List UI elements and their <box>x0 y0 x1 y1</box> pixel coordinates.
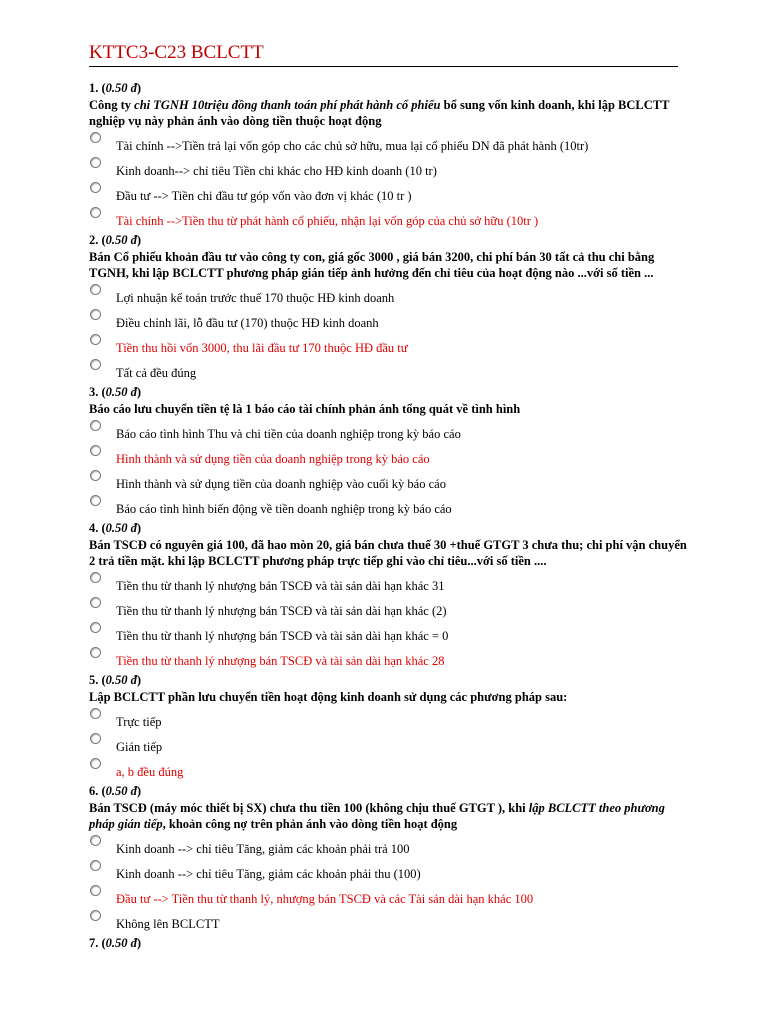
answer-option-label: Hình thành và sử dụng tiền của doanh nghiệp vào cuối kỳ báo cáo <box>116 477 446 491</box>
question-header: 1. (0.50 đ) <box>89 81 142 95</box>
answer-option[interactable] <box>89 309 689 334</box>
question-header: 2. (0.50 đ) <box>89 233 142 247</box>
question-text-segment: Bán TSCĐ có nguyên giá 100, đã hao mòn 20, giá bán chưa thuế 30 +thuế GTGT 3 chưa thu; chi phí vận chuyển 2 trả tiền mặt. khi lập BCLCTT phương pháp trực tiếp ghi vào chỉ tiêu...với số tiền .... <box>89 538 687 568</box>
question-number: 3. <box>89 385 99 399</box>
answer-option-label: Kinh doanh --> chỉ tiêu Tăng, giảm các khoản phải thu (100) <box>116 867 421 881</box>
radio-button-icon[interactable] <box>90 309 101 320</box>
radio-button-icon[interactable] <box>90 470 101 481</box>
question-header: 6. (0.50 đ) <box>89 784 142 798</box>
answer-option[interactable] <box>89 910 689 935</box>
answer-option-label: Tiền thu hồi vốn 3000, thu lãi đầu tư 170 thuộc HĐ đầu tư <box>116 341 408 355</box>
answer-option[interactable] <box>89 132 689 157</box>
radio-button-icon[interactable] <box>90 622 101 633</box>
answer-option[interactable] <box>89 420 689 445</box>
question-number: 1. <box>89 81 99 95</box>
answer-option[interactable] <box>89 622 689 647</box>
answer-option[interactable] <box>89 445 689 470</box>
radio-button-icon[interactable] <box>90 597 101 608</box>
radio-button-icon[interactable] <box>90 420 101 431</box>
answer-option[interactable] <box>89 733 689 758</box>
question-number: 7. <box>89 936 99 950</box>
question-text-segment: Bán TSCĐ (máy móc thiết bị SX) chưa thu tiền 100 (không chịu thuế GTGT ), khi <box>89 801 529 815</box>
question-list <box>89 80 689 952</box>
answer-option[interactable] <box>89 284 689 309</box>
answer-option-label: Không lên BCLCTT <box>116 917 220 931</box>
answer-option-label: Tất cả đều đúng <box>116 366 197 380</box>
title-divider <box>89 66 678 67</box>
answer-option-label: Đầu tư --> Tiền chi đầu tư góp vốn vào đơn vị khác (10 tr ) <box>116 189 412 203</box>
question-text-segment: Lập BCLCTT phần lưu chuyển tiền hoạt động kinh doanh sử dụng các phương pháp sau: <box>89 690 568 704</box>
radio-button-icon[interactable] <box>90 758 101 769</box>
question-text-segment: chi TGNH 10triệu đồng thanh toán phí phát hành cổ phiếu <box>134 98 441 112</box>
question-header: 5. (0.50 đ) <box>89 673 142 687</box>
answer-option-label: Tiền thu từ thanh lý nhượng bán TSCĐ và tài sản dài hạn khác 31 <box>116 579 445 593</box>
question-number: 4. <box>89 521 99 535</box>
question-points: 0.50 đ <box>105 233 137 247</box>
question-text <box>89 689 689 705</box>
answer-option[interactable] <box>89 157 689 182</box>
question-text <box>89 97 689 129</box>
question-text <box>89 537 689 569</box>
answer-option[interactable] <box>89 647 689 672</box>
question-2 <box>89 232 689 384</box>
question-header: 3. (0.50 đ) <box>89 385 142 399</box>
answer-option-label: Tiền thu từ thanh lý nhượng bán TSCĐ và tài sản dài hạn khác = 0 <box>116 629 449 643</box>
question-points: 0.50 đ <box>105 385 137 399</box>
answer-option-label: Lợi nhuận kế toán trước thuế 170 thuộc HĐ kinh doanh <box>116 291 395 305</box>
question-text-segment: Công ty <box>89 98 135 112</box>
question-5 <box>89 672 689 783</box>
question-text-segment: Báo cáo lưu chuyển tiền tệ là 1 báo cáo tài chính phản ánh tổng quát về tình hình <box>89 402 521 416</box>
answer-option[interactable] <box>89 207 689 232</box>
question-text-segment: Bán Cổ phiếu khoản đầu tư vào công ty con, giá gốc 3000 , giá bán 3200, chi phí bán 30 tất cả thu chi bằng TGNH, khi lập BCLCTT phương pháp gián tiếp ảnh hưởng đến chỉ tiêu của hoạt động nào ...với số tiền ... <box>89 250 655 280</box>
question-header: 4. (0.50 đ) <box>89 521 142 535</box>
radio-button-icon[interactable] <box>90 334 101 345</box>
question-points: 0.50 đ <box>105 81 137 95</box>
answer-option[interactable] <box>89 572 689 597</box>
question-points: 0.50 đ <box>105 936 137 950</box>
radio-button-icon[interactable] <box>90 284 101 295</box>
answer-option[interactable] <box>89 885 689 910</box>
answer-option-label: Đầu tư --> Tiền thu từ thanh lý, nhượng bán TSCĐ và các Tài sản dài hạn khác 100 <box>116 892 534 906</box>
answer-option-label: Hình thành và sử dụng tiền của doanh nghiệp trong kỳ báo cáo <box>116 452 430 466</box>
answer-option[interactable] <box>89 182 689 207</box>
answer-option[interactable] <box>89 835 689 860</box>
question-text <box>89 800 689 832</box>
answer-option-label: Báo cáo tình hình biến động về tiền doanh nghiệp trong kỳ báo cáo <box>116 502 452 516</box>
answer-option[interactable] <box>89 470 689 495</box>
question-number: 2. <box>89 233 99 247</box>
question-header: 7. (0.50 đ) <box>89 936 142 950</box>
radio-button-icon[interactable] <box>90 733 101 744</box>
answer-option-label: Trực tiếp <box>116 715 162 729</box>
radio-button-icon[interactable] <box>90 572 101 583</box>
radio-button-icon[interactable] <box>90 132 101 143</box>
question-4 <box>89 520 689 672</box>
answer-option[interactable] <box>89 708 689 733</box>
radio-button-icon[interactable] <box>90 445 101 456</box>
radio-button-icon[interactable] <box>90 885 101 896</box>
answer-option[interactable] <box>89 860 689 885</box>
question-3 <box>89 384 689 520</box>
answer-option-label: Tài chính -->Tiền trả lại vốn góp cho các chủ sở hữu, mua lại cổ phiếu DN đã phát hành (10tr) <box>116 139 589 153</box>
question-points: 0.50 đ <box>105 784 137 798</box>
answer-option-label: Kinh doanh--> chỉ tiêu Tiền chi khác cho HĐ kinh doanh (10 tr) <box>116 164 437 178</box>
answer-option-label: Tiền thu từ thanh lý nhượng bán TSCĐ và tài sản dài hạn khác (2) <box>116 604 447 618</box>
radio-button-icon[interactable] <box>90 359 101 370</box>
radio-button-icon[interactable] <box>90 157 101 168</box>
answer-option-label: Gián tiếp <box>116 740 163 754</box>
answer-option-label: Kinh doanh --> chỉ tiêu Tăng, giảm các khoản phải trả 100 <box>116 842 410 856</box>
question-7 <box>89 935 689 952</box>
question-number: 6. <box>89 784 99 798</box>
question-text-segment: , khoản công nợ trên phản ánh vào dòng tiền hoạt động <box>162 817 458 831</box>
answer-option-label: Điều chỉnh lãi, lỗ đầu tư (170) thuộc HĐ kinh doanh <box>116 316 379 330</box>
question-1 <box>89 80 689 232</box>
answer-option-label: Tiền thu từ thanh lý nhượng bán TSCĐ và tài sản dài hạn khác 28 <box>116 654 445 668</box>
radio-button-icon[interactable] <box>90 495 101 506</box>
question-points: 0.50 đ <box>105 521 137 535</box>
answer-option[interactable] <box>89 334 689 359</box>
radio-button-icon[interactable] <box>90 207 101 218</box>
question-text <box>89 249 689 281</box>
answer-option[interactable] <box>89 597 689 622</box>
answer-option[interactable] <box>89 758 689 783</box>
question-6 <box>89 783 689 935</box>
radio-button-icon[interactable] <box>90 860 101 871</box>
radio-button-icon[interactable] <box>90 647 101 658</box>
answer-option-label: Tài chính -->Tiền thu từ phát hành cổ phiếu, nhận lại vốn góp của chủ sở hữu (10tr ) <box>116 214 539 228</box>
radio-button-icon[interactable] <box>90 910 101 921</box>
answer-option-label: Báo cáo tình hình Thu và chi tiền của doanh nghiệp trong kỳ báo cáo <box>116 427 461 441</box>
answer-option-label: a, b đều đúng <box>116 765 184 779</box>
question-text <box>89 401 689 417</box>
question-text-segment: bổ sung vốn kinh doanh, khi lập BCLCTT nghiệp vụ này phản ánh vào dòng tiền thuộc hoạt động <box>89 98 670 128</box>
page-title: KTTC3-C23 BCLCTT <box>89 42 264 63</box>
question-number: 5. <box>89 673 99 687</box>
radio-button-icon[interactable] <box>90 708 101 719</box>
question-points: 0.50 đ <box>105 673 137 687</box>
radio-button-icon[interactable] <box>90 835 101 846</box>
radio-button-icon[interactable] <box>90 182 101 193</box>
question-text-segment: lập BCLCTT theo phương pháp gián tiếp <box>89 801 665 831</box>
answer-option[interactable] <box>89 495 689 520</box>
answer-option[interactable] <box>89 359 689 384</box>
